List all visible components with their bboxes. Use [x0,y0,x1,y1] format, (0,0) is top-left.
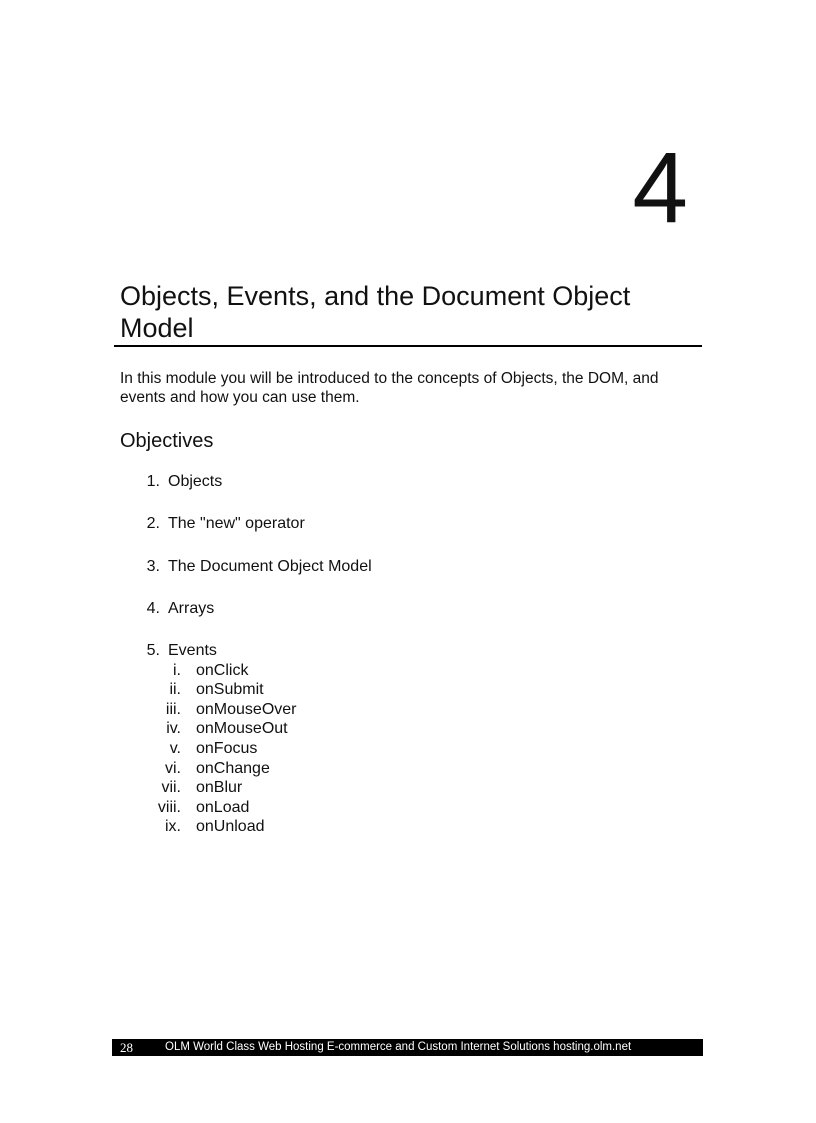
event-label: onLoad [196,799,250,816]
event-item [140,817,265,837]
event-item [140,739,257,759]
objective-number: 4. [146,600,160,617]
event-number: iv. [166,720,181,737]
event-label: onFocus [196,740,258,757]
event-label: onMouseOut [196,720,288,737]
objective-item [140,599,214,619]
objective-label: Arrays [168,600,215,617]
footer-page-number: 28 [120,1040,133,1055]
objective-number: 3. [146,558,160,575]
objective-label: Events [168,642,217,659]
event-number: viii. [157,799,181,816]
event-item [140,759,270,779]
title-rule [114,345,702,347]
event-number: i. [173,662,181,679]
event-number: ix. [165,818,181,835]
event-label: onUnload [196,818,265,835]
objective-item [140,514,305,534]
objective-label: The "new" operator [168,515,305,532]
event-number: vi. [165,760,181,777]
event-number: v. [169,740,181,757]
objective-label: The Document Object Model [168,558,372,575]
event-label: onChange [196,760,270,777]
event-number: iii. [165,701,181,718]
objective-item [140,472,222,492]
event-item [140,798,249,818]
event-item [140,680,264,700]
objective-item [140,641,217,661]
chapter-title: Objects, Events, and the Document Object Model [120,281,631,343]
event-item [140,700,297,720]
chapter-number: 4 [632,132,688,244]
event-label: onMouseOver [196,701,297,718]
event-label: onClick [196,662,249,679]
event-number: ii. [169,681,181,698]
footer-bar [112,1039,703,1056]
objective-number: 2. [146,515,160,532]
event-label: onSubmit [196,681,264,698]
event-item [140,778,242,798]
objective-label: Objects [168,473,223,490]
event-number: vii. [161,779,181,796]
objectives-heading: Objectives [120,430,214,452]
objective-item [140,557,372,577]
objective-number: 1. [146,473,160,490]
intro-paragraph: In this module you will be introduced to the concepts of Objects, the DOM, and events and how you can use them. [120,370,659,406]
event-item [140,719,288,739]
objective-number: 5. [146,642,160,659]
event-item [140,661,248,681]
event-label: onBlur [196,779,243,796]
footer-text: OLM World Class Web Hosting E-commerce and Custom Internet Solutions hosting.olm.net [165,1041,632,1053]
